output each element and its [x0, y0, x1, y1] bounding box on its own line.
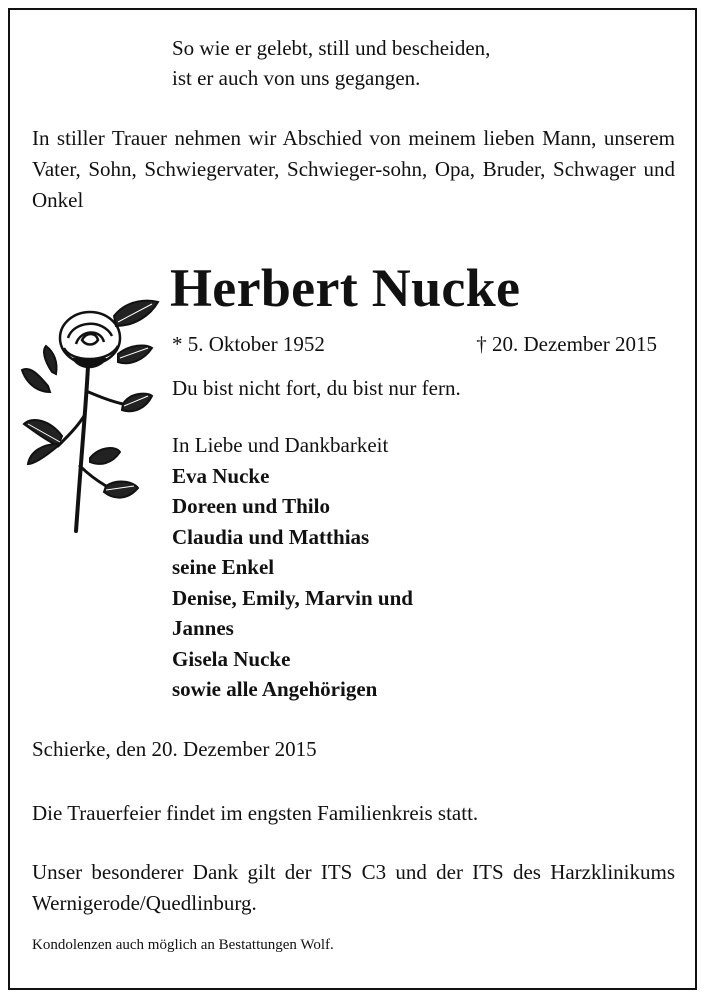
rose-icon [18, 296, 160, 534]
ceremony-info: Die Trauerfeier findet im engsten Familienkreis statt. [32, 801, 479, 825]
mourner-line: Jannes [172, 616, 234, 640]
thanks-text: Unser besonderer Dank gilt der ITS C3 und der ITS des Harzklinikums Wernigerode/Quedlinburg. [32, 860, 675, 915]
mourner-line: Eva Nucke [172, 463, 270, 488]
mourner-line: seine Enkel [172, 555, 275, 579]
mourner-line: Doreen und Thilo [172, 494, 330, 518]
death-date: † 20. Dezember 2015 [476, 332, 657, 356]
mourners-block [172, 430, 413, 705]
condolence-note: Kondolenzen auch möglich an Bestattungen Wolf. [32, 937, 334, 953]
quote: Du bist nicht fort, du bist nur fern. [172, 376, 461, 400]
place-date: Schierke, den 20. Dezember 2015 [32, 737, 317, 761]
deceased-name: Herbert Nucke [170, 258, 521, 318]
mourners-lead: In Liebe und Dankbarkeit [172, 433, 389, 457]
motto-line: ist er auch von uns gegangen. [172, 66, 421, 90]
mourner-line: Denise, Emily, Marvin und [172, 585, 413, 610]
mourner-line: Claudia und Matthias [172, 524, 370, 549]
birth-date: * 5. Oktober 1952 [172, 332, 325, 356]
mourner-line: Gisela Nucke [172, 646, 291, 671]
mourner-line: sowie alle Angehörigen [172, 677, 378, 701]
intro-text: In stiller Trauer nehmen wir Abschied von meinem lieben Mann, unserem Vater, Sohn, Schwiegervater, Schwieger-sohn, Opa, Bruder, Schwager und Onkel [32, 126, 675, 212]
motto [172, 33, 490, 93]
motto-line: So wie er gelebt, still und bescheiden, [172, 36, 491, 60]
